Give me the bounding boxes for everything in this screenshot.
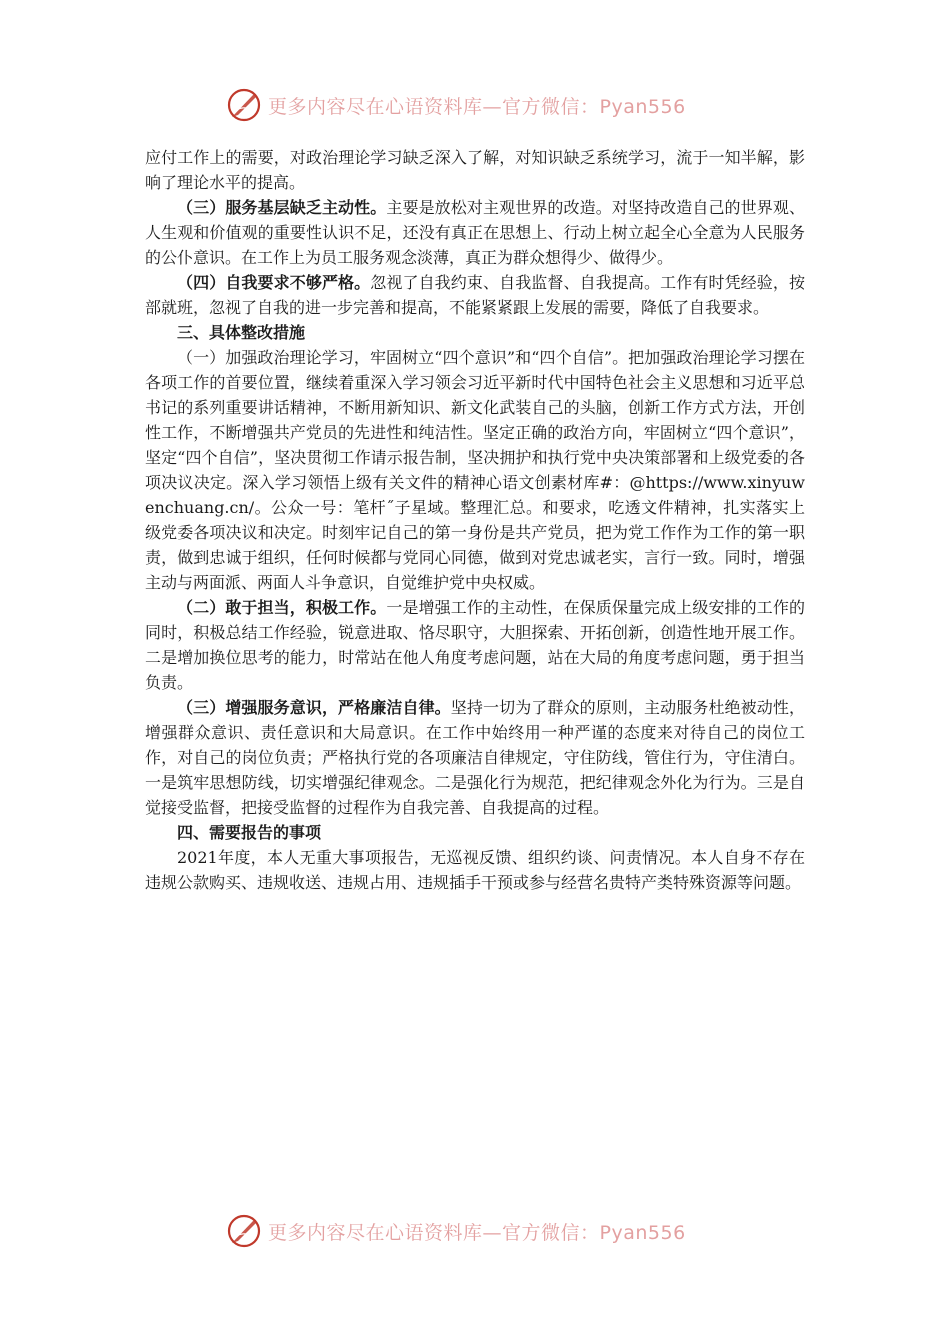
footer-watermark [226,1211,726,1251]
paragraph-heading: （三）服务基层缺乏主动性。 [177,198,387,217]
paragraph: 2021年度，本人无重大事项报告，无巡视反馈、组织约谈、问责情况。本人自身不存在违规公款购买、违规收送、违规占用、违规插手干预或参与经营名贵特产类特殊资源等问题。 [145,848,805,892]
paragraph: （三）增强服务意识，严格廉洁自律。坚持一切为了群众的原则，主动服务杜绝被动性，增强群众意识、责任意识和大局意识。在工作中始终用一种严谨的态度来对待自己的岗位工作，对自己的岗位负责；严格执行党的各项廉洁自律规定，守住防线，管住行为，守住清白。一是筑牢思想防线，切实增强纪律观念。二是强化行为规范，把纪律观念外化为行为。三是自觉接受监督，把接受监督的过程作为自我完善、自我提高的过程。 [145,698,805,817]
quill-logo-icon [226,1213,262,1249]
header-watermark [226,85,726,125]
paragraph: （一）加强政治理论学习，牢固树立“四个意识”和“四个自信”。把加强政治理论学习摆在各项工作的首要位置，继续着重深入学习领会习近平新时代中国特色社会主义思想和习近平总书记的系列重要讲话精神，不断用新知识、新文化武装自己的头脑，创新工作方式方法，开创性工作，不断增强共产党员的先进性和纯洁性。坚定正确的政治方向，牢固树立“四个意识”，坚定“四个自信”，坚决贯彻工作请示报告制，坚决拥护和执行党中央决策部署和上级党委的各项决议决定。深入学习领悟上级有关文件的精神心语文创素材库#：@https://www.xinyuwenchuang.cn/。公众一号：笔杆˝子星域。整理汇总。和要求，吃透文件精神，扎实落实上级党委各项决议和决定。时刻牢记自己的第一身份是共产党员，把为党工作作为工作的第一职责，做到忠诚于组织，任何时候都与党同心同德，做到对党忠诚老实，言行一致。同时，增强主动与两面派、两面人斗争意识，自觉维护党中央权威。 [145,348,805,592]
paragraph-heading: （二）敢于担当，积极工作。 [177,598,387,617]
paragraph-heading: （三）增强服务意识，严格廉洁自律。 [177,698,451,717]
document-body [145,145,805,895]
watermark-text: 更多内容尽在心语资料库—官方微信：Pyan556 [268,1221,686,1244]
section-title: 四、需要报告的事项 [177,823,322,842]
paragraph: （四）自我要求不够严格。忽视了自我约束、自我监督、自我提高。工作有时凭经验，按部就班，忽视了自我的进一步完善和提高，不能紧紧跟上发展的需要，降低了自我要求。 [145,273,805,317]
paragraph: （三）服务基层缺乏主动性。主要是放松对主观世界的改造。对坚持改造自己的世界观、人生观和价值观的重要性认识不足，还没有真正在思想上、行动上树立起全心全意为人民服务的公仆意识。在工作上为员工服务观念淡薄，真正为群众想得少、做得少。 [145,198,805,267]
quill-logo-icon [226,87,262,123]
paragraph: 应付工作上的需要，对政治理论学习缺乏深入了解，对知识缺乏系统学习，流于一知半解，影响了理论水平的提高。 [145,148,805,192]
watermark-text: 更多内容尽在心语资料库—官方微信：Pyan556 [268,95,686,118]
paragraph-heading: （四）自我要求不够严格。 [177,273,371,292]
paragraph: （二）敢于担当，积极工作。一是增强工作的主动性，在保质保量完成上级安排的工作的同时，积极总结工作经验，锐意进取、恪尽职守，大胆探索、开拓创新，创造性地开展工作。二是增加换位思考的能力，时常站在他人角度考虑问题，站在大局的角度考虑问题，勇于担当负责。 [145,598,805,692]
section-title: 三、具体整改措施 [177,323,306,342]
